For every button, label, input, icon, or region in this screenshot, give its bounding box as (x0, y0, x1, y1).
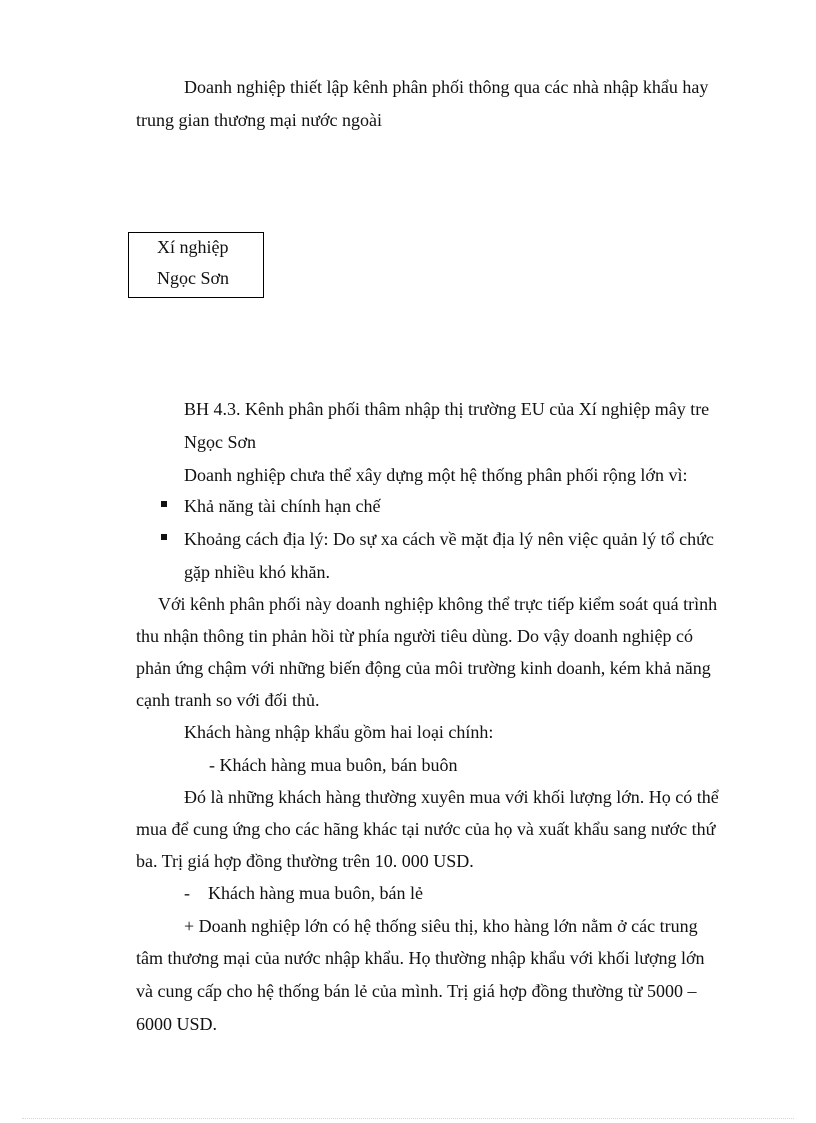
intro-line-1: Doanh nghiệp thiết lập kênh phân phối thông qua các nhà nhập khẩu hay (184, 77, 709, 97)
figure-caption-line-1: BH 4.3. Kênh phân phối thâm nhập thị trường EU của Xí nghiệp mây tre (184, 399, 710, 419)
paragraph-2-line-2: mua để cung ứng cho các hãng khác tại nước của họ và xuất khẩu sang nước thứ (136, 819, 716, 839)
enterprise-box-line-1: Xí nghiệp (157, 237, 229, 257)
bullet-square-icon (161, 534, 167, 540)
customer-type-2: Khách hàng mua buôn, bán lẻ (208, 883, 423, 903)
paragraph-3-line-3: và cung cấp cho hệ thống bán lẻ của mình. Trị giá hợp đồng thường từ 5000 – (136, 981, 697, 1001)
customer-type-1: - Khách hàng mua buôn, bán buôn (209, 755, 458, 775)
bullet-item-1: Khả năng tài chính hạn chế (184, 496, 381, 516)
bullet-item-2-line-2: gặp nhiều khó khăn. (184, 562, 330, 582)
enterprise-box (128, 232, 264, 298)
paragraph-3-line-4: 6000 USD. (136, 1014, 218, 1034)
reasons-intro: Doanh nghiệp chưa thể xây dựng một hệ thống phân phối rộng lớn vì: (184, 465, 688, 485)
paragraph-1-line-1: Với kênh phân phối này doanh nghiệp không thể trực tiếp kiểm soát quá trình (158, 594, 718, 614)
bullet-square-icon (161, 501, 167, 507)
enterprise-box-line-2: Ngọc Sơn (157, 268, 230, 288)
paragraph-1-line-3: phản ứng chậm với những biến động của môi trường kinh doanh, kém khả năng (136, 658, 711, 678)
paragraph-3-line-1: + Doanh nghiệp lớn có hệ thống siêu thị, kho hàng lớn nằm ở các trung (184, 916, 698, 936)
customers-intro: Khách hàng nhập khẩu gồm hai loại chính: (184, 722, 494, 742)
bullet-item-2-line-1: Khoảng cách địa lý: Do sự xa cách về mặt địa lý nên việc quản lý tổ chức (184, 529, 714, 549)
customer-type-2-dash: - (184, 883, 190, 903)
paragraph-3-line-2: tâm thương mại của nước nhập khẩu. Họ thường nhập khẩu với khối lượng lớn (136, 948, 705, 968)
intro-line-2: trung gian thương mại nước ngoài (136, 110, 383, 130)
paragraph-1-line-2: thu nhận thông tin phản hồi từ phía người tiêu dùng. Do vậy doanh nghiệp có (136, 626, 693, 646)
page-bottom-divider (22, 1118, 794, 1119)
paragraph-2-line-1: Đó là những khách hàng thường xuyên mua với khối lượng lớn. Họ có thể (184, 787, 719, 807)
paragraph-2-line-3: ba. Trị giá hợp đồng thường trên 10. 000 USD. (136, 851, 474, 871)
paragraph-1-line-4: cạnh tranh so với đối thủ. (136, 690, 320, 710)
figure-caption-line-2: Ngọc Sơn (184, 432, 257, 452)
